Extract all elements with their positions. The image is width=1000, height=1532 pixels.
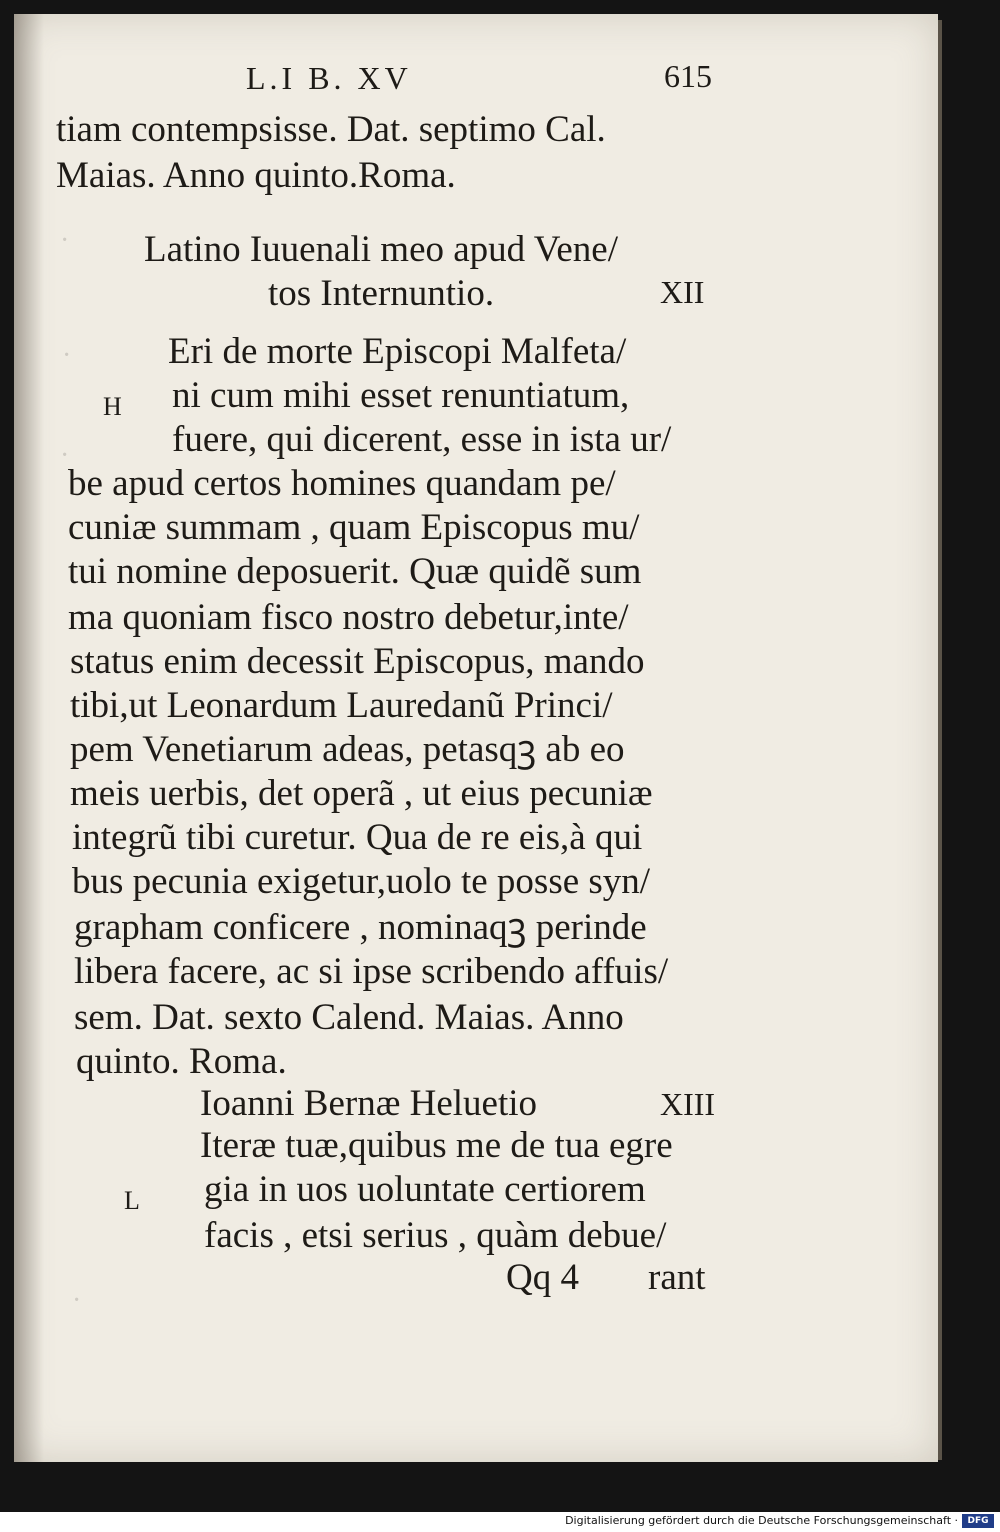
gutter-shadow (14, 14, 44, 1462)
text-line: tibi,ut Leonardum Lauredanũ Princi/ (70, 685, 613, 726)
letter-heading: Ioanni Bernæ Heluetio (200, 1083, 538, 1124)
text-line: grapham conficere , nominaqꝫ perinde (74, 907, 647, 948)
text-line: Maias. Anno quinto.Roma. (56, 155, 456, 196)
text-line: Iteræ tuæ,quibus me de tua egre (200, 1125, 673, 1166)
text-line: integrũ tibi curetur. Qua de re eis,à qui (72, 817, 643, 858)
text-line: fuere, qui dicerent, esse in ista ur/ (172, 419, 672, 460)
text-line: facis , etsi serius , quàm debue/ (204, 1215, 667, 1256)
text-line: cuniæ summam , quam Episcopus mu/ (68, 507, 640, 548)
bleed-through-mark: · (60, 225, 70, 256)
initial-placeholder: H (103, 392, 122, 421)
text-line: meis uerbis, det operã , ut eius pecuniæ (70, 773, 653, 814)
initial-placeholder: L (124, 1186, 140, 1215)
text-line: pem Venetiarum adeas, petasqꝫ ab eo (70, 729, 625, 770)
text-line: status enim decessit Episcopus, mando (70, 641, 645, 682)
page-number: 615 (664, 58, 712, 94)
letter-heading: Latino Iuuenali meo apud Vene/ (144, 229, 619, 270)
text-line: tui nomine deposuerit. Quæ quidẽ sum (68, 551, 642, 592)
text-line: gia in uos uoluntate certiorem (204, 1169, 646, 1210)
bleed-through-mark: · (72, 1285, 82, 1316)
page-edge (938, 20, 942, 1460)
text-line: libera facere, ac si ipse scribendo affuis/ (74, 951, 669, 992)
letter-heading: tos Internuntio. (268, 273, 495, 314)
digitization-credit: Digitalisierung gefördert durch die Deutsche Forschungsgemeinschaft · (565, 1514, 958, 1527)
running-title: L.I B. XV (246, 60, 412, 96)
text-line: be apud certos homines quandam pe/ (68, 463, 616, 504)
text-line: quinto. Roma. (76, 1041, 287, 1082)
text-line: sem. Dat. sexto Calend. Maias. Anno (74, 997, 624, 1038)
text-line: bus pecunia exigetur,uolo te posse syn/ (72, 861, 651, 902)
letter-number: XIII (660, 1086, 716, 1122)
text-line: ni cum mihi esset renuntiatum, (172, 375, 630, 416)
bleed-through-mark: · (62, 340, 72, 371)
dfg-logo: DFG (962, 1514, 994, 1528)
catchword: rant (648, 1257, 706, 1298)
footer-bar (0, 1512, 1000, 1532)
text-line: tiam contempsisse. Dat. septimo Cal. (56, 109, 606, 150)
bleed-through-mark: · (60, 440, 70, 471)
signature-mark: Qq 4 (506, 1257, 579, 1298)
text-line: Eri de morte Episcopi Malfeta/ (168, 331, 627, 372)
text-line: ma quoniam fisco nostro debetur,inte/ (68, 597, 629, 638)
letter-number: XII (660, 274, 705, 310)
